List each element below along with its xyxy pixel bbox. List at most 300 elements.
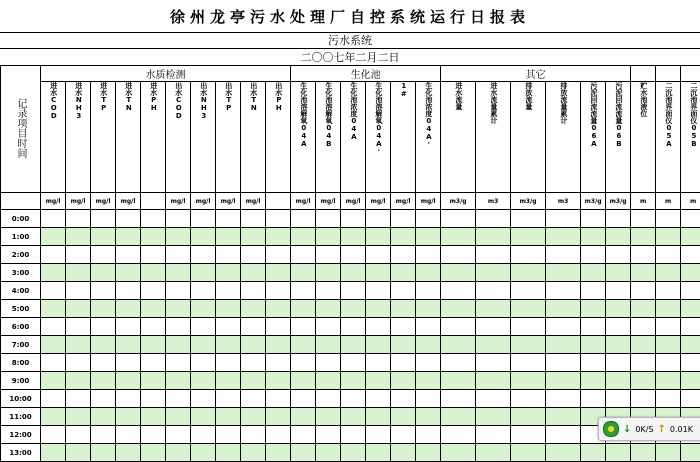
data-cell[interactable] bbox=[546, 444, 581, 462]
data-cell[interactable] bbox=[216, 336, 241, 354]
data-cell[interactable] bbox=[681, 318, 700, 336]
data-cell[interactable] bbox=[366, 246, 391, 264]
data-cell[interactable] bbox=[656, 372, 681, 390]
data-cell[interactable] bbox=[116, 246, 141, 264]
data-cell[interactable] bbox=[581, 300, 606, 318]
data-cell[interactable] bbox=[216, 390, 241, 408]
data-cell[interactable] bbox=[41, 336, 66, 354]
data-cell[interactable] bbox=[476, 336, 511, 354]
data-cell[interactable] bbox=[41, 426, 66, 444]
data-cell[interactable] bbox=[216, 210, 241, 228]
data-cell[interactable] bbox=[476, 408, 511, 426]
data-cell[interactable] bbox=[166, 408, 191, 426]
data-cell[interactable] bbox=[546, 372, 581, 390]
data-cell[interactable] bbox=[216, 318, 241, 336]
data-cell[interactable] bbox=[416, 264, 441, 282]
data-cell[interactable] bbox=[166, 336, 191, 354]
data-cell[interactable] bbox=[41, 282, 66, 300]
data-cell[interactable] bbox=[511, 210, 546, 228]
data-cell[interactable] bbox=[291, 282, 316, 300]
data-cell[interactable] bbox=[366, 426, 391, 444]
data-cell[interactable] bbox=[681, 228, 700, 246]
data-cell[interactable] bbox=[656, 444, 681, 462]
data-cell[interactable] bbox=[441, 408, 476, 426]
data-cell[interactable] bbox=[241, 354, 266, 372]
data-cell[interactable] bbox=[681, 246, 700, 264]
data-cell[interactable] bbox=[191, 210, 216, 228]
data-cell[interactable] bbox=[476, 318, 511, 336]
data-cell[interactable] bbox=[606, 246, 631, 264]
data-cell[interactable] bbox=[391, 264, 416, 282]
data-cell[interactable] bbox=[341, 210, 366, 228]
data-cell[interactable] bbox=[116, 300, 141, 318]
data-cell[interactable] bbox=[41, 228, 66, 246]
data-cell[interactable] bbox=[681, 372, 700, 390]
data-cell[interactable] bbox=[66, 426, 91, 444]
data-cell[interactable] bbox=[316, 390, 341, 408]
data-cell[interactable] bbox=[166, 210, 191, 228]
data-cell[interactable] bbox=[416, 390, 441, 408]
network-speed-widget[interactable] bbox=[598, 417, 700, 441]
data-cell[interactable] bbox=[476, 354, 511, 372]
data-cell[interactable] bbox=[416, 408, 441, 426]
data-cell[interactable] bbox=[416, 444, 441, 462]
data-cell[interactable] bbox=[416, 210, 441, 228]
data-cell[interactable] bbox=[366, 228, 391, 246]
data-cell[interactable] bbox=[116, 444, 141, 462]
data-cell[interactable] bbox=[631, 372, 656, 390]
data-cell[interactable] bbox=[141, 210, 166, 228]
data-cell[interactable] bbox=[316, 300, 341, 318]
data-cell[interactable] bbox=[266, 372, 291, 390]
data-cell[interactable] bbox=[116, 354, 141, 372]
data-cell[interactable] bbox=[341, 390, 366, 408]
data-cell[interactable] bbox=[546, 246, 581, 264]
data-cell[interactable] bbox=[581, 282, 606, 300]
data-cell[interactable] bbox=[546, 408, 581, 426]
data-cell[interactable] bbox=[391, 336, 416, 354]
data-cell[interactable] bbox=[291, 426, 316, 444]
data-cell[interactable] bbox=[476, 390, 511, 408]
data-cell[interactable] bbox=[191, 426, 216, 444]
data-cell[interactable] bbox=[391, 210, 416, 228]
data-cell[interactable] bbox=[681, 300, 700, 318]
data-cell[interactable] bbox=[191, 408, 216, 426]
data-cell[interactable] bbox=[606, 282, 631, 300]
data-cell[interactable] bbox=[631, 444, 656, 462]
data-cell[interactable] bbox=[91, 210, 116, 228]
data-cell[interactable] bbox=[391, 408, 416, 426]
data-cell[interactable] bbox=[141, 246, 166, 264]
data-cell[interactable] bbox=[216, 264, 241, 282]
data-cell[interactable] bbox=[581, 354, 606, 372]
data-cell[interactable] bbox=[606, 390, 631, 408]
data-cell[interactable] bbox=[476, 264, 511, 282]
data-cell[interactable] bbox=[241, 390, 266, 408]
data-cell[interactable] bbox=[341, 264, 366, 282]
data-cell[interactable] bbox=[391, 372, 416, 390]
data-cell[interactable] bbox=[366, 300, 391, 318]
data-cell[interactable] bbox=[291, 372, 316, 390]
data-cell[interactable] bbox=[91, 264, 116, 282]
data-cell[interactable] bbox=[581, 264, 606, 282]
data-cell[interactable] bbox=[91, 246, 116, 264]
data-cell[interactable] bbox=[241, 426, 266, 444]
data-cell[interactable] bbox=[581, 390, 606, 408]
data-cell[interactable] bbox=[681, 444, 700, 462]
data-cell[interactable] bbox=[316, 210, 341, 228]
data-cell[interactable] bbox=[66, 318, 91, 336]
data-cell[interactable] bbox=[441, 336, 476, 354]
data-cell[interactable] bbox=[116, 264, 141, 282]
data-cell[interactable] bbox=[606, 210, 631, 228]
data-cell[interactable] bbox=[581, 336, 606, 354]
data-cell[interactable] bbox=[216, 300, 241, 318]
data-cell[interactable] bbox=[141, 228, 166, 246]
data-cell[interactable] bbox=[656, 282, 681, 300]
data-cell[interactable] bbox=[116, 228, 141, 246]
data-cell[interactable] bbox=[656, 390, 681, 408]
data-cell[interactable] bbox=[41, 318, 66, 336]
data-cell[interactable] bbox=[191, 282, 216, 300]
data-cell[interactable] bbox=[441, 300, 476, 318]
data-cell[interactable] bbox=[656, 354, 681, 372]
data-cell[interactable] bbox=[391, 246, 416, 264]
data-cell[interactable] bbox=[216, 444, 241, 462]
data-cell[interactable] bbox=[91, 444, 116, 462]
data-cell[interactable] bbox=[631, 318, 656, 336]
data-cell[interactable] bbox=[91, 408, 116, 426]
data-cell[interactable] bbox=[116, 372, 141, 390]
data-cell[interactable] bbox=[91, 228, 116, 246]
data-cell[interactable] bbox=[291, 336, 316, 354]
data-cell[interactable] bbox=[191, 390, 216, 408]
data-cell[interactable] bbox=[191, 246, 216, 264]
data-cell[interactable] bbox=[266, 282, 291, 300]
data-cell[interactable] bbox=[116, 390, 141, 408]
data-cell[interactable] bbox=[546, 318, 581, 336]
data-cell[interactable] bbox=[291, 210, 316, 228]
data-cell[interactable] bbox=[216, 354, 241, 372]
data-cell[interactable] bbox=[66, 354, 91, 372]
data-cell[interactable] bbox=[91, 282, 116, 300]
data-cell[interactable] bbox=[66, 408, 91, 426]
data-cell[interactable] bbox=[391, 300, 416, 318]
data-cell[interactable] bbox=[141, 372, 166, 390]
data-cell[interactable] bbox=[656, 336, 681, 354]
data-cell[interactable] bbox=[316, 426, 341, 444]
data-cell[interactable] bbox=[476, 282, 511, 300]
data-cell[interactable] bbox=[656, 246, 681, 264]
data-cell[interactable] bbox=[441, 282, 476, 300]
data-cell[interactable] bbox=[291, 318, 316, 336]
data-cell[interactable] bbox=[546, 336, 581, 354]
data-cell[interactable] bbox=[166, 264, 191, 282]
data-cell[interactable] bbox=[141, 408, 166, 426]
data-cell[interactable] bbox=[66, 444, 91, 462]
data-cell[interactable] bbox=[291, 300, 316, 318]
data-cell[interactable] bbox=[476, 246, 511, 264]
data-cell[interactable] bbox=[391, 282, 416, 300]
data-cell[interactable] bbox=[441, 210, 476, 228]
data-cell[interactable] bbox=[656, 318, 681, 336]
data-cell[interactable] bbox=[441, 354, 476, 372]
data-cell[interactable] bbox=[441, 390, 476, 408]
data-cell[interactable] bbox=[66, 372, 91, 390]
data-cell[interactable] bbox=[116, 426, 141, 444]
data-cell[interactable] bbox=[606, 318, 631, 336]
data-cell[interactable] bbox=[141, 390, 166, 408]
data-cell[interactable] bbox=[141, 354, 166, 372]
data-cell[interactable] bbox=[656, 264, 681, 282]
data-cell[interactable] bbox=[341, 354, 366, 372]
data-cell[interactable] bbox=[511, 282, 546, 300]
data-cell[interactable] bbox=[391, 354, 416, 372]
data-cell[interactable] bbox=[511, 390, 546, 408]
data-cell[interactable] bbox=[606, 444, 631, 462]
data-cell[interactable] bbox=[391, 390, 416, 408]
data-cell[interactable] bbox=[266, 210, 291, 228]
data-cell[interactable] bbox=[316, 228, 341, 246]
data-cell[interactable] bbox=[631, 336, 656, 354]
data-cell[interactable] bbox=[166, 318, 191, 336]
data-cell[interactable] bbox=[241, 282, 266, 300]
data-cell[interactable] bbox=[141, 318, 166, 336]
data-cell[interactable] bbox=[41, 390, 66, 408]
data-cell[interactable] bbox=[441, 228, 476, 246]
data-cell[interactable] bbox=[681, 336, 700, 354]
data-cell[interactable] bbox=[191, 354, 216, 372]
data-cell[interactable] bbox=[66, 210, 91, 228]
data-cell[interactable] bbox=[416, 318, 441, 336]
data-cell[interactable] bbox=[606, 372, 631, 390]
data-cell[interactable] bbox=[441, 246, 476, 264]
data-cell[interactable] bbox=[291, 408, 316, 426]
data-cell[interactable] bbox=[166, 354, 191, 372]
data-cell[interactable] bbox=[316, 318, 341, 336]
data-cell[interactable] bbox=[416, 246, 441, 264]
data-cell[interactable] bbox=[116, 336, 141, 354]
data-cell[interactable] bbox=[316, 246, 341, 264]
data-cell[interactable] bbox=[391, 426, 416, 444]
data-cell[interactable] bbox=[416, 300, 441, 318]
data-cell[interactable] bbox=[116, 282, 141, 300]
data-cell[interactable] bbox=[631, 210, 656, 228]
data-cell[interactable] bbox=[191, 300, 216, 318]
data-cell[interactable] bbox=[366, 390, 391, 408]
data-cell[interactable] bbox=[341, 300, 366, 318]
data-cell[interactable] bbox=[366, 354, 391, 372]
data-cell[interactable] bbox=[606, 336, 631, 354]
data-cell[interactable] bbox=[581, 444, 606, 462]
data-cell[interactable] bbox=[41, 210, 66, 228]
data-cell[interactable] bbox=[316, 444, 341, 462]
data-cell[interactable] bbox=[581, 318, 606, 336]
data-cell[interactable] bbox=[631, 246, 656, 264]
data-cell[interactable] bbox=[141, 336, 166, 354]
data-cell[interactable] bbox=[511, 300, 546, 318]
data-cell[interactable] bbox=[91, 426, 116, 444]
data-cell[interactable] bbox=[216, 282, 241, 300]
data-cell[interactable] bbox=[476, 210, 511, 228]
data-cell[interactable] bbox=[656, 210, 681, 228]
data-cell[interactable] bbox=[66, 228, 91, 246]
data-cell[interactable] bbox=[216, 426, 241, 444]
data-cell[interactable] bbox=[66, 300, 91, 318]
data-cell[interactable] bbox=[366, 210, 391, 228]
data-cell[interactable] bbox=[581, 228, 606, 246]
data-cell[interactable] bbox=[511, 354, 546, 372]
data-cell[interactable] bbox=[476, 444, 511, 462]
data-cell[interactable] bbox=[266, 336, 291, 354]
data-cell[interactable] bbox=[546, 264, 581, 282]
data-cell[interactable] bbox=[316, 282, 341, 300]
data-cell[interactable] bbox=[341, 318, 366, 336]
data-cell[interactable] bbox=[216, 228, 241, 246]
data-cell[interactable] bbox=[391, 444, 416, 462]
data-cell[interactable] bbox=[631, 264, 656, 282]
data-cell[interactable] bbox=[166, 300, 191, 318]
data-cell[interactable] bbox=[166, 246, 191, 264]
data-cell[interactable] bbox=[546, 354, 581, 372]
data-cell[interactable] bbox=[166, 228, 191, 246]
data-cell[interactable] bbox=[241, 444, 266, 462]
data-cell[interactable] bbox=[631, 390, 656, 408]
data-cell[interactable] bbox=[606, 264, 631, 282]
data-cell[interactable] bbox=[681, 282, 700, 300]
data-cell[interactable] bbox=[91, 318, 116, 336]
data-cell[interactable] bbox=[681, 390, 700, 408]
data-cell[interactable] bbox=[266, 390, 291, 408]
data-cell[interactable] bbox=[341, 426, 366, 444]
data-cell[interactable] bbox=[241, 336, 266, 354]
data-cell[interactable] bbox=[191, 228, 216, 246]
data-cell[interactable] bbox=[476, 300, 511, 318]
data-cell[interactable] bbox=[266, 408, 291, 426]
data-cell[interactable] bbox=[441, 372, 476, 390]
data-cell[interactable] bbox=[511, 264, 546, 282]
data-cell[interactable] bbox=[441, 264, 476, 282]
data-cell[interactable] bbox=[141, 264, 166, 282]
data-cell[interactable] bbox=[656, 300, 681, 318]
data-cell[interactable] bbox=[606, 354, 631, 372]
data-cell[interactable] bbox=[606, 300, 631, 318]
data-cell[interactable] bbox=[441, 426, 476, 444]
data-cell[interactable] bbox=[341, 408, 366, 426]
data-cell[interactable] bbox=[391, 228, 416, 246]
data-cell[interactable] bbox=[546, 282, 581, 300]
data-cell[interactable] bbox=[291, 246, 316, 264]
network-monitor-icon[interactable] bbox=[603, 421, 619, 437]
data-cell[interactable] bbox=[266, 300, 291, 318]
data-cell[interactable] bbox=[476, 426, 511, 444]
data-cell[interactable] bbox=[511, 246, 546, 264]
data-cell[interactable] bbox=[241, 210, 266, 228]
data-cell[interactable] bbox=[341, 336, 366, 354]
data-cell[interactable] bbox=[366, 336, 391, 354]
data-cell[interactable] bbox=[366, 372, 391, 390]
data-cell[interactable] bbox=[316, 372, 341, 390]
data-cell[interactable] bbox=[511, 372, 546, 390]
data-cell[interactable] bbox=[41, 372, 66, 390]
data-cell[interactable] bbox=[316, 354, 341, 372]
data-cell[interactable] bbox=[191, 318, 216, 336]
data-cell[interactable] bbox=[546, 300, 581, 318]
data-cell[interactable] bbox=[41, 264, 66, 282]
data-cell[interactable] bbox=[416, 336, 441, 354]
data-cell[interactable] bbox=[266, 426, 291, 444]
data-cell[interactable] bbox=[291, 390, 316, 408]
data-cell[interactable] bbox=[366, 318, 391, 336]
data-cell[interactable] bbox=[191, 444, 216, 462]
data-cell[interactable] bbox=[216, 372, 241, 390]
data-cell[interactable] bbox=[416, 426, 441, 444]
data-cell[interactable] bbox=[266, 246, 291, 264]
data-cell[interactable] bbox=[316, 264, 341, 282]
data-cell[interactable] bbox=[291, 444, 316, 462]
data-cell[interactable] bbox=[511, 408, 546, 426]
data-cell[interactable] bbox=[41, 246, 66, 264]
data-cell[interactable] bbox=[241, 408, 266, 426]
data-cell[interactable] bbox=[546, 210, 581, 228]
data-cell[interactable] bbox=[116, 210, 141, 228]
data-cell[interactable] bbox=[141, 300, 166, 318]
data-cell[interactable] bbox=[166, 372, 191, 390]
data-cell[interactable] bbox=[241, 246, 266, 264]
data-cell[interactable] bbox=[511, 426, 546, 444]
data-cell[interactable] bbox=[416, 228, 441, 246]
data-cell[interactable] bbox=[581, 372, 606, 390]
data-cell[interactable] bbox=[581, 210, 606, 228]
data-cell[interactable] bbox=[441, 444, 476, 462]
data-cell[interactable] bbox=[511, 336, 546, 354]
data-cell[interactable] bbox=[216, 246, 241, 264]
data-cell[interactable] bbox=[266, 444, 291, 462]
data-cell[interactable] bbox=[511, 228, 546, 246]
data-cell[interactable] bbox=[606, 228, 631, 246]
data-cell[interactable] bbox=[681, 264, 700, 282]
data-cell[interactable] bbox=[291, 354, 316, 372]
data-cell[interactable] bbox=[511, 444, 546, 462]
data-cell[interactable] bbox=[266, 318, 291, 336]
data-cell[interactable] bbox=[241, 300, 266, 318]
data-cell[interactable] bbox=[416, 354, 441, 372]
data-cell[interactable] bbox=[41, 408, 66, 426]
data-cell[interactable] bbox=[66, 246, 91, 264]
data-cell[interactable] bbox=[241, 372, 266, 390]
data-cell[interactable] bbox=[166, 390, 191, 408]
data-cell[interactable] bbox=[476, 372, 511, 390]
data-cell[interactable] bbox=[546, 426, 581, 444]
data-cell[interactable] bbox=[681, 210, 700, 228]
data-cell[interactable] bbox=[631, 300, 656, 318]
data-cell[interactable] bbox=[366, 264, 391, 282]
data-cell[interactable] bbox=[141, 426, 166, 444]
data-cell[interactable] bbox=[66, 282, 91, 300]
data-cell[interactable] bbox=[476, 228, 511, 246]
data-cell[interactable] bbox=[341, 228, 366, 246]
data-cell[interactable] bbox=[91, 300, 116, 318]
data-cell[interactable] bbox=[241, 228, 266, 246]
data-cell[interactable] bbox=[66, 264, 91, 282]
data-cell[interactable] bbox=[191, 264, 216, 282]
data-cell[interactable] bbox=[581, 246, 606, 264]
data-cell[interactable] bbox=[341, 246, 366, 264]
data-cell[interactable] bbox=[41, 444, 66, 462]
data-cell[interactable] bbox=[631, 228, 656, 246]
data-cell[interactable] bbox=[416, 372, 441, 390]
data-cell[interactable] bbox=[91, 354, 116, 372]
